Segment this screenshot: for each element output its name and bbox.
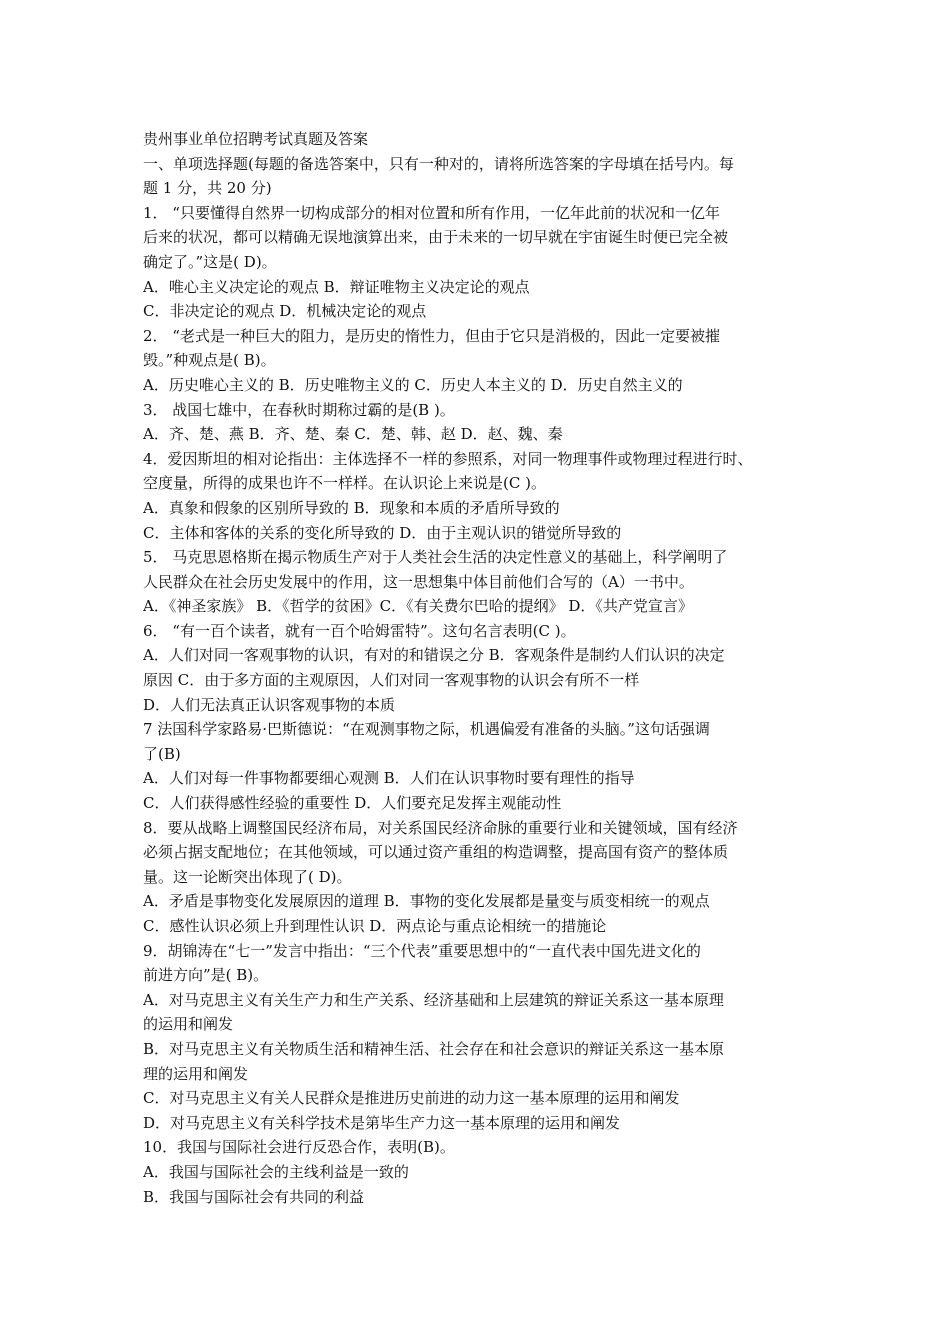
question-text: 9．胡锦涛在“七一”发言中指出：“三个代表”重要思想中的“一直代表中国先进文化的 bbox=[143, 941, 701, 960]
document-title: 贵州事业单位招聘考试真题及答案 bbox=[143, 130, 369, 148]
question-text: 确定了。”这是( D)。 bbox=[143, 252, 277, 271]
section-heading: 一、单项选择题(每题的备选答案中，只有一种对的，请将所选答案的字母填在括号内。每 bbox=[143, 154, 734, 173]
question-text: 10．我国与国际社会进行反恐合作，表明(B)。 bbox=[143, 1138, 455, 1157]
question-text: 人民群众在社会历史发展中的作用，这一思想集中体目前他们合写的（A）一书中。 bbox=[143, 572, 694, 591]
question-text: 3． 战国七雄中，在春秋时期称过霸的是(B )。 bbox=[143, 400, 455, 419]
question-text: 2． “老式是一种巨大的阻力，是历史的惰性力，但由于它只是消极的，因此一定要被摧 bbox=[143, 326, 720, 345]
question-text: 5． 马克思恩格斯在揭示物质生产对于人类社会生活的决定性意义的基础上，科学阐明了 bbox=[143, 548, 728, 567]
answer-options: A．齐、楚、燕 B．齐、楚、秦 C．楚、韩、赵 D．赵、魏、秦 bbox=[143, 425, 563, 444]
question-text: 6． “有一百个读者，就有一百个哈姆雷特”。这句名言表明(C )。 bbox=[143, 621, 576, 640]
question-text: 量。这一论断突出体现了( D)。 bbox=[143, 867, 352, 886]
answer-options: C．对马克思主义有关人民群众是推进历史前进的动力这一基本原理的运用和阐发 bbox=[143, 1089, 680, 1108]
question-text: 4．爱因斯坦的相对论指出：主体选择不一样的参照系，对同一物理事件或物理过程进行时、 bbox=[143, 449, 753, 468]
answer-options: 原因 C．由于多方面的主观原因，人们对同一客观事物的认识会有所不一样 bbox=[143, 671, 640, 690]
answer-options: C．非决定论的观点 D．机械决定论的观点 bbox=[143, 302, 427, 321]
answer-options: C．主体和客体的关系的变化所导致的 D．由于主观认识的错觉所导致的 bbox=[143, 523, 622, 542]
answer-options: 的运用和阐发 bbox=[143, 1015, 234, 1034]
answer-options: 理的运用和阐发 bbox=[143, 1064, 249, 1083]
answer-options: D．对马克思主义有关科学技术是第毕生产力这一基本原理的运用和阐发 bbox=[143, 1113, 621, 1132]
answer-options: A．对马克思主义有关生产力和生产关系、经济基础和上层建筑的辩证关系这一基本原理 bbox=[143, 990, 724, 1009]
answer-options: A．唯心主义决定论的观点 B．辩证唯物主义决定论的观点 bbox=[143, 277, 530, 296]
answer-options: A．人们对同一客观事物的认识，有对的和错误之分 B．客观条件是制约人们认识的决定 bbox=[143, 646, 725, 665]
answer-options: C．感性认识必须上升到理性认识 D．两点论与重点论相统一的措施论 bbox=[143, 917, 607, 935]
answer-options: A．历史唯心主义的 B．历史唯物主义的 C．历史人本主义的 D．历史自然主义的 bbox=[143, 375, 683, 394]
answer-options: B．对马克思主义有关物质生活和精神生活、社会存在和社会意识的辩证关系这一基本原 bbox=[143, 1039, 725, 1058]
answer-options: A．真象和假象的区别所导致的 B．现象和本质的矛盾所导致的 bbox=[143, 498, 560, 517]
answer-options: C．人们获得感性经验的重要性 D．人们要充足发挥主观能动性 bbox=[143, 794, 562, 813]
question-text: 1． “只要懂得自然界一切构成部分的相对位置和所有作用，一亿年此前的状况和一亿年 bbox=[143, 203, 720, 222]
document-body bbox=[143, 127, 823, 1209]
question-text: 空度量，所得的成果也许不一样样。在认识论上来说是(C )。 bbox=[143, 474, 546, 493]
question-text: 7 法国科学家路易·巴斯德说：“在观测事物之际，机遇偏爱有准备的头脑。”这句话强调 bbox=[143, 720, 710, 739]
question-text: 毁。”种观点是( B)。 bbox=[143, 351, 276, 370]
question-text: 了(B) bbox=[143, 744, 181, 763]
question-text: 前进方向”是( B)。 bbox=[143, 966, 269, 985]
answer-options: A．矛盾是事物变化发展原因的道理 B．事物的变化发展都是量变与质变相统一的观点 bbox=[143, 892, 710, 911]
answer-options: A．我国与国际社会的主线利益是一致的 bbox=[143, 1162, 409, 1181]
answer-options: A．人们对每一件事物都要细心观测 B．人们在认识事物时要有理性的指导 bbox=[143, 769, 635, 788]
question-text: 8．要从战略上调整国民经济布局，对关系国民经济命脉的重要行业和关键领域，国有经济 bbox=[143, 818, 738, 837]
section-heading: 题 1 分，共 20 分) bbox=[143, 179, 272, 198]
answer-options: D．人们无法真正认识客观事物的本质 bbox=[143, 695, 396, 714]
answer-options: B．我国与国际社会有共同的利益 bbox=[143, 1187, 365, 1206]
question-text: 后来的状况，都可以精确无误地演算出来，由于未来的一切早就在宇宙诞生时便已完全被 bbox=[143, 228, 729, 247]
answer-options: A．《神圣家族》 B．《哲学的贫困》C．《有关费尔巴哈的提纲》 D．《共产党宣言》 bbox=[143, 597, 693, 616]
question-text: 必须占据支配地位；在其他领域，可以通过资产重组的构造调整，提高国有资产的整体质 bbox=[143, 843, 729, 862]
